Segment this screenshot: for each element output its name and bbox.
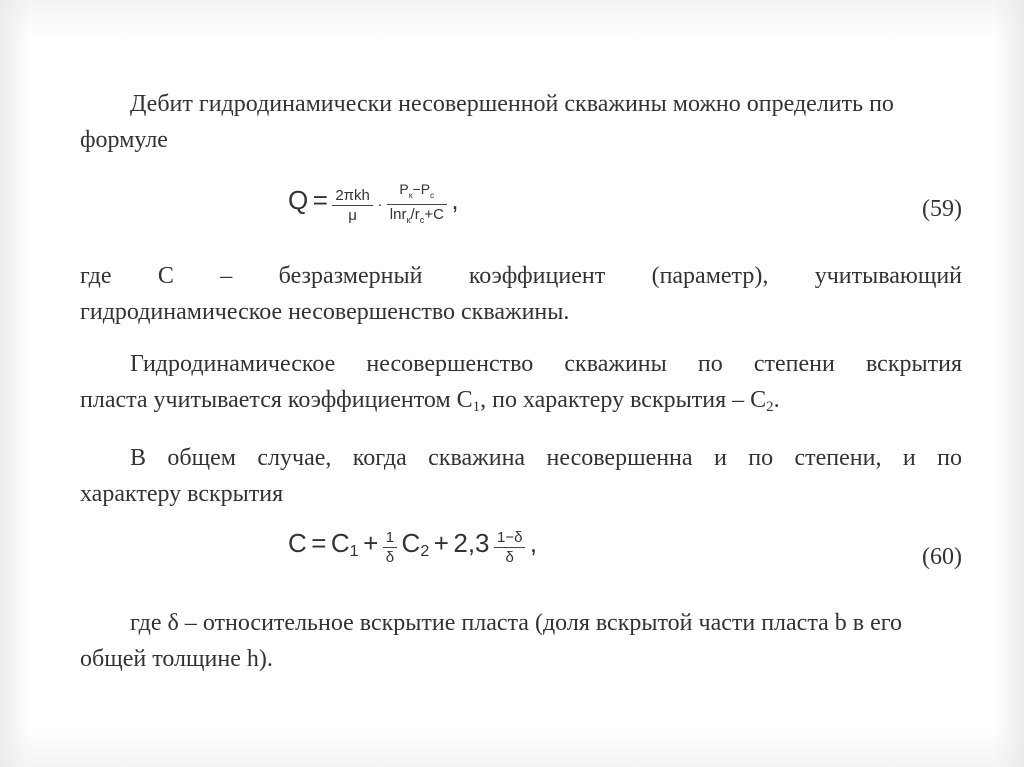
paragraph-where-c-line2: гидродинамическое несовершенство скважины. xyxy=(80,299,570,325)
formula-59-frac1-numerator: 2πkh xyxy=(332,186,373,206)
formula-60-plus-1: + xyxy=(363,528,379,558)
formula-60-comma: , xyxy=(529,528,538,558)
formula-60-frac1-numerator: 1 xyxy=(383,528,397,548)
paragraph-imperfection-line1: Гидродинамическое несовершенство скважины по степени вскрытия xyxy=(130,351,962,377)
formula-59-frac1-denominator: μ xyxy=(348,206,357,224)
formula-59-frac2-numerator: $P_к-P_c$ xyxy=(387,180,447,205)
formula-60-frac2-denominator: δ xyxy=(505,549,514,567)
paragraph-imperfection-line2: пласта учитывается коэффициентом $С_1$, по характеру вскрытия – $С_2$. xyxy=(80,387,780,415)
formula-59-frac2-denominator: $\ln r_к/r_c+C$ xyxy=(389,206,444,225)
formula-60-eq: = xyxy=(311,528,327,558)
formula-60-c2: $C_2$ xyxy=(401,528,430,560)
formula-59-dot: · xyxy=(377,196,383,214)
formula-60 xyxy=(288,528,537,567)
paragraph-where-delta-line2: общей толщине h). xyxy=(80,646,273,672)
formula-59-lhs: Q xyxy=(288,185,309,216)
paragraph-general-case xyxy=(80,440,962,512)
paragraph-imperfection xyxy=(80,346,962,425)
formula-60-number: (60) xyxy=(922,544,962,570)
formula-59-number: (59) xyxy=(922,196,962,222)
paragraph-intro-line1: Дебит гидродинамически несовершенной скважины можно определить по xyxy=(130,91,894,117)
formula-60-lhs: C xyxy=(288,528,307,558)
formula-60-plus-2: + xyxy=(433,528,449,558)
paragraph-where-delta xyxy=(80,605,962,677)
formula-59-fraction-1 xyxy=(332,186,373,225)
paragraph-general-case-line1: В общем случае, когда скважина несовершенна и по степени, и по xyxy=(130,445,962,471)
paragraph-intro-line2: формуле xyxy=(80,127,168,153)
formula-59-eq: = xyxy=(312,185,328,216)
formula-60-frac2-numerator: 1−δ xyxy=(494,528,525,548)
paragraph-general-case-line2: характеру вскрытия xyxy=(80,481,284,507)
paragraph-where-c-line1: где С – безразмерный коэффициент (параметр), учитывающий xyxy=(80,263,962,289)
formula-60-fraction-1 xyxy=(383,528,397,567)
formula-59 xyxy=(288,180,459,230)
paragraph-intro xyxy=(80,86,962,158)
formula-60-frac1-denominator: δ xyxy=(385,549,395,567)
formula-59-comma: , xyxy=(451,185,459,216)
formula-60-fraction-2 xyxy=(494,528,525,567)
formula-60-coefficient: 2,3 xyxy=(453,528,490,558)
formula-60-c1: $C_1$ xyxy=(330,528,359,560)
paragraph-where-delta-line1: где δ – относительное вскрытие пласта (доля вскрытой части пласта b в его xyxy=(130,610,902,636)
formula-59-fraction-2 xyxy=(387,180,447,230)
paragraph-where-c xyxy=(80,258,962,330)
